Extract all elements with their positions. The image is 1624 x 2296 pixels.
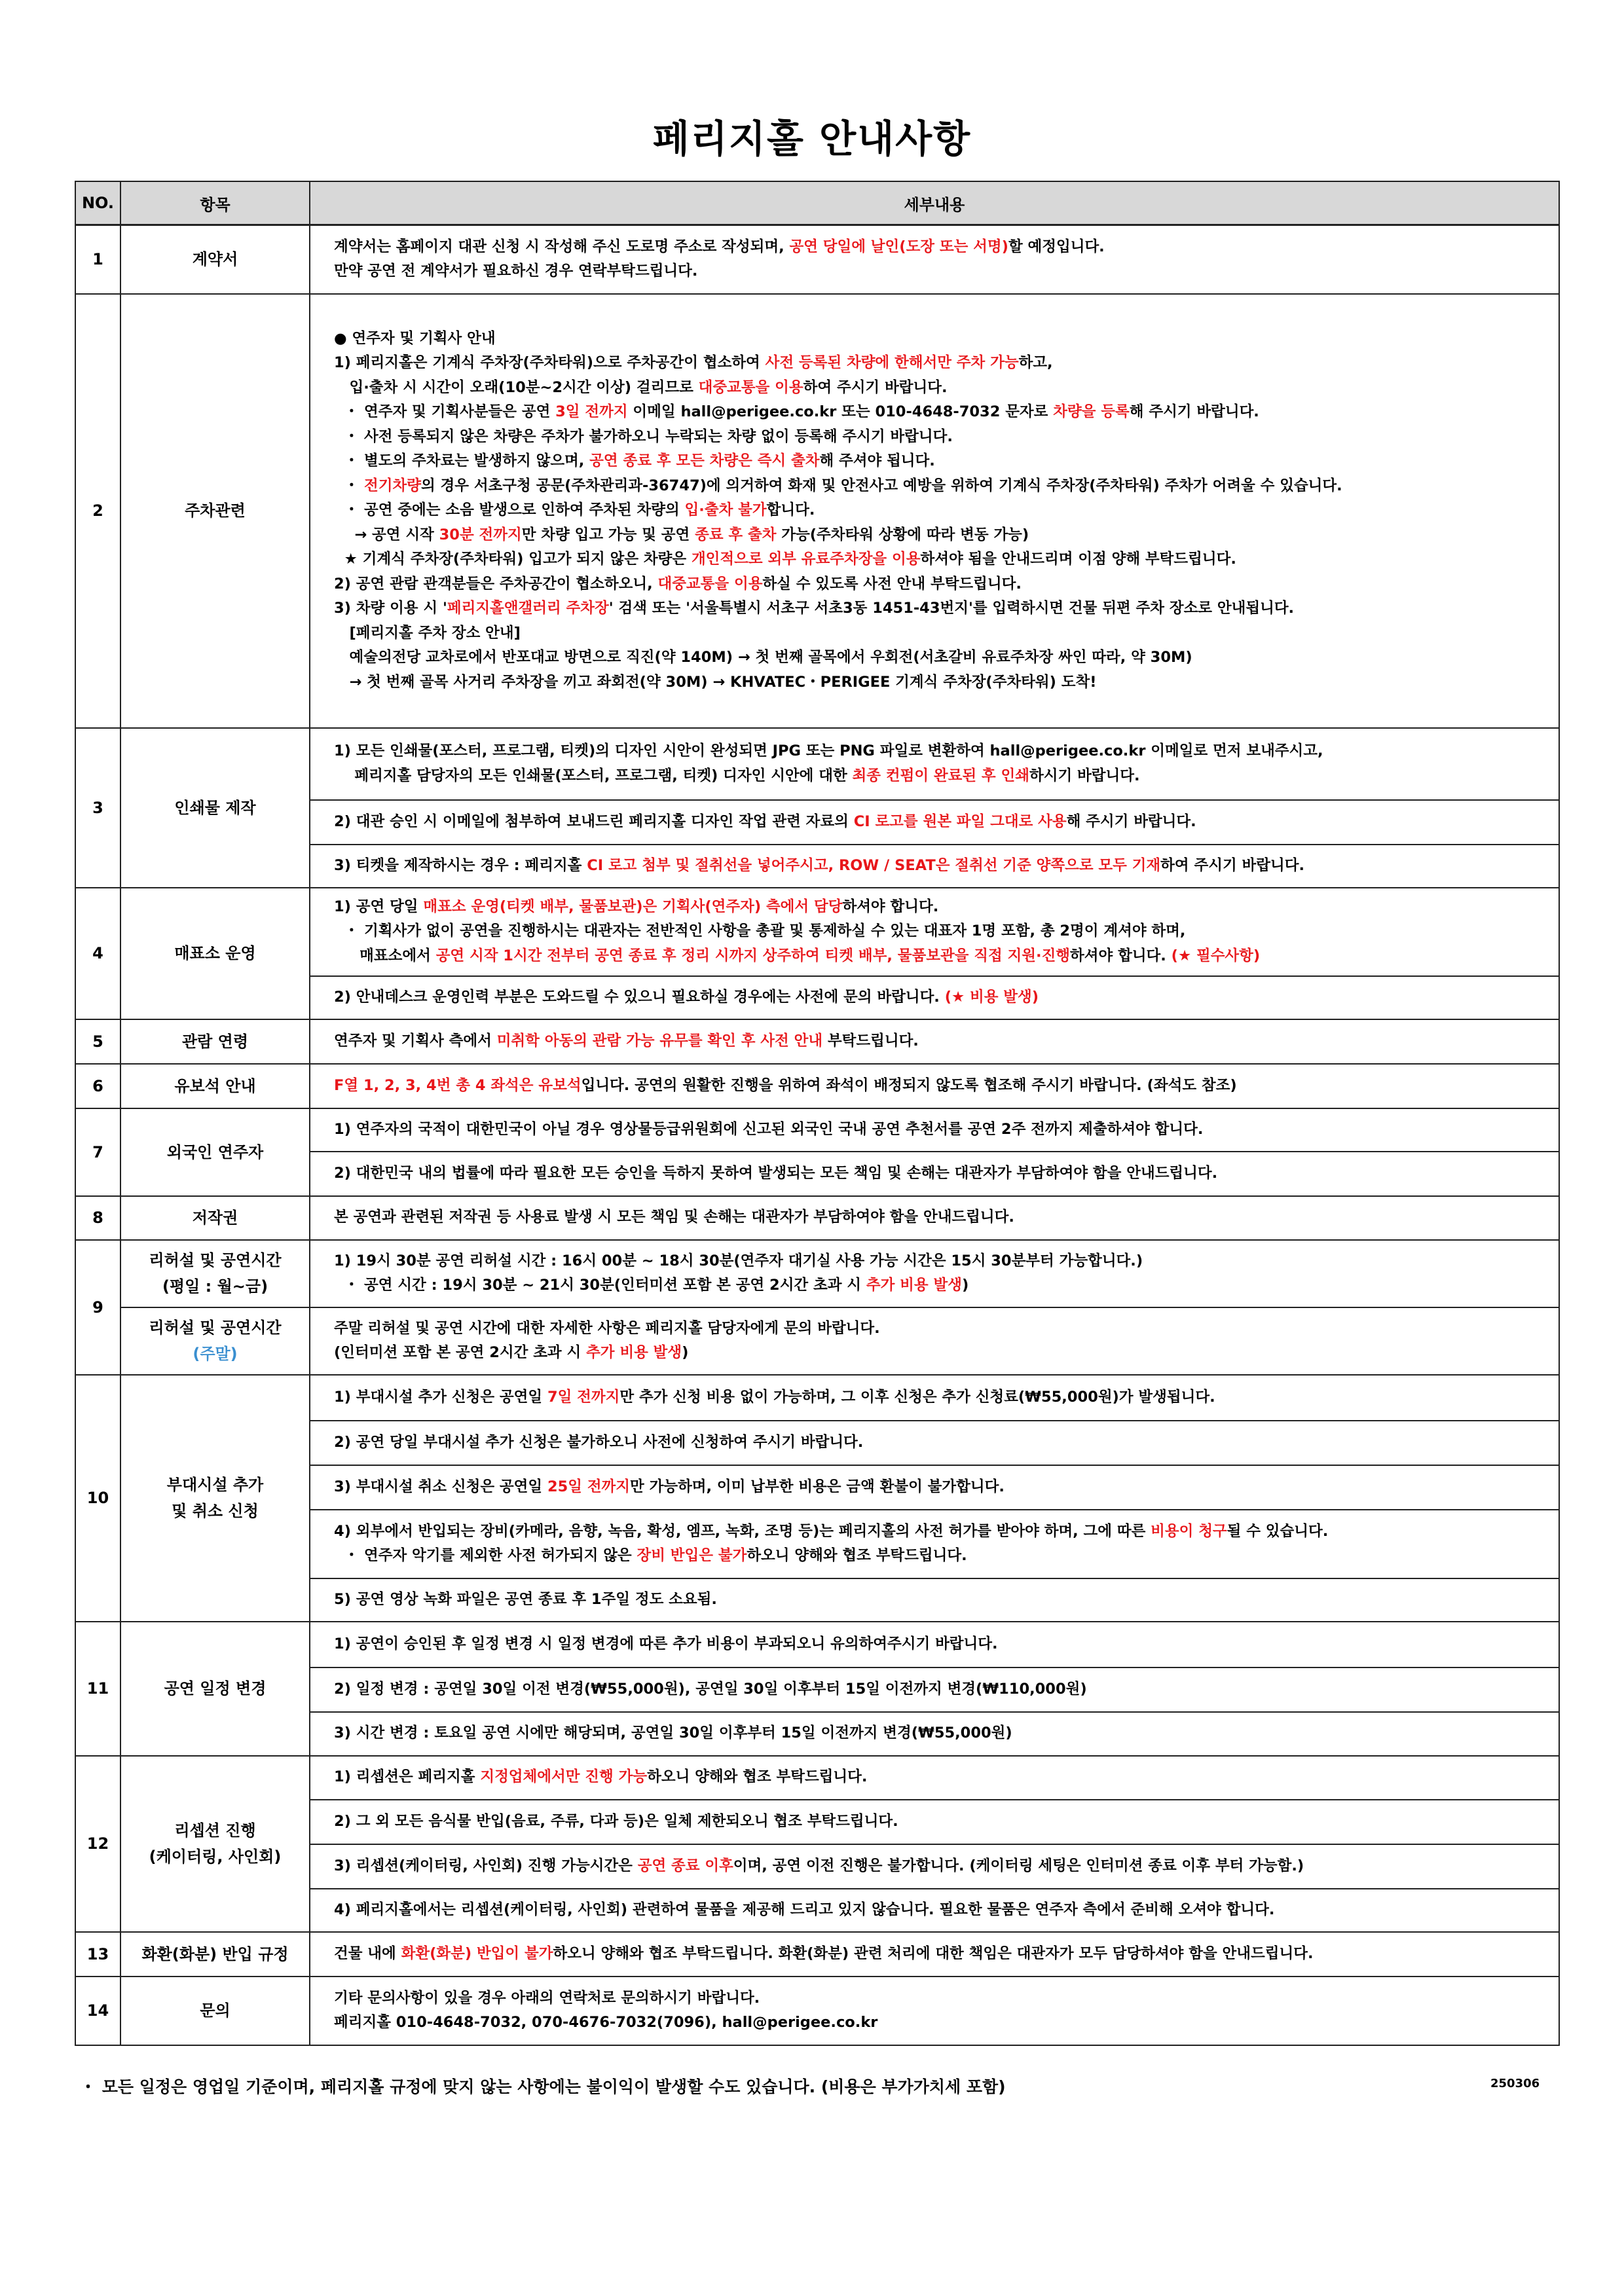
- row-detail: [310, 888, 1559, 976]
- detail-line: [334, 1854, 1559, 1879]
- highlight-text: 입·출차 불가: [684, 501, 767, 519]
- row-item-label: 부대시설 추가: [166, 1476, 264, 1494]
- row-item-label: 화환(화분) 반입 규정: [141, 1944, 289, 1963]
- row-item-label: 인쇄물 제작: [174, 798, 256, 817]
- detail-line: [334, 1677, 1559, 1702]
- detail-text: 해 주시기 바랍니다.: [1129, 403, 1259, 421]
- row-item-label: (평일 : 월~금): [162, 1277, 268, 1296]
- row-detail: [310, 1196, 1559, 1240]
- highlight-text: (★ 비용 발생): [944, 988, 1039, 1006]
- detail-line: [334, 351, 1559, 376]
- detail-line: [334, 1810, 1559, 1834]
- detail-line: [334, 1544, 1559, 1569]
- row-item: [120, 1108, 310, 1196]
- highlight-text: 미취학 아동의 관람 가능 유무를 확인 후 사전 안내: [496, 1032, 823, 1049]
- detail-text: 하셔야 합니다.: [1070, 947, 1172, 964]
- highlight-text: 사전 등록된 차량에 한해서만 주차 가능: [765, 354, 1019, 372]
- row-item-label: 외국인 연주자: [166, 1142, 264, 1161]
- highlight-text: 대중교통을 이용: [657, 575, 763, 592]
- row-item: [120, 1932, 310, 1977]
- highlight-text: 공연 종료 후 모든 차량은 즉시 출차: [589, 452, 820, 470]
- row-item: [120, 1064, 310, 1108]
- row-detail: [310, 1375, 1559, 1421]
- detail-text: 2) 공연 관람 관객분들은 주차공간이 협소하오니,: [334, 575, 658, 592]
- detail-line: [334, 1385, 1559, 1410]
- detail-text: 페리지홀 010-4648-7032, 070-4676-7032(7096), hall@perigee.co.kr: [334, 2014, 878, 2031]
- detail-line: [334, 895, 1559, 920]
- detail-text: 2) 그 외 모든 음식물 반입(음료, 주류, 다과 등)은 일체 제한되오니 협조 부탁드립니다.: [334, 1812, 898, 1830]
- row-item-label: 계약서: [192, 250, 238, 269]
- highlight-text: F열 1, 2, 3, 4번 총 4 좌석은 유보석: [334, 1076, 581, 1094]
- row-detail: [310, 1889, 1559, 1932]
- row-detail: [310, 845, 1559, 888]
- highlight-text: 개인적으로 외부 유료주차장을 이용: [691, 551, 921, 568]
- row-item-label: 리허설 및 공연시간: [149, 1251, 282, 1269]
- row-detail: [310, 1307, 1559, 1375]
- detail-text: 입니다. 공연의 원활한 진행을 위하여 좌석이 배정되지 않도록 협조해 주시기 바랍니다. (좌석도 참조): [581, 1076, 1237, 1094]
- highlight-text: (★ 필수사항): [1171, 947, 1261, 964]
- detail-text: 주말 리허설 및 공연 시간에 대한 자세한 사항은 페리지홀 담당자에게 문의 바랍니다.: [334, 1319, 880, 1337]
- row-detail: [310, 1756, 1559, 1800]
- detail-text: 4) 외부에서 반입되는 장비(카메라, 음향, 녹음, 확성, 엠프, 녹화, 조명 등)는 페리지홀의 사전 허가를 받아야 하며, 그에 따른: [334, 1522, 1151, 1540]
- detail-text: 3) 티켓을 제작하시는 경우 : 페리지홀: [334, 856, 587, 874]
- highlight-text: 7일 전까지: [547, 1388, 620, 1406]
- detail-line: [334, 596, 1559, 621]
- detail-line: [334, 621, 1559, 646]
- table-row: [75, 1932, 1559, 1977]
- detail-text: 1) 리셉션은 페리지홀: [334, 1768, 481, 1786]
- detail-text: 이메일 hall@perigee.co.kr 또는 010-4648-7032 문자로: [627, 403, 1054, 421]
- detail-text: ・ 연주자 및 기획사분들은 공연: [334, 403, 556, 421]
- row-item: [120, 1307, 310, 1375]
- detail-text: ・ 공연 중에는 소음 발생으로 인하여 주차된 차량의: [334, 501, 685, 519]
- row-number: 14: [75, 1977, 120, 2045]
- header-item: 항목: [120, 181, 310, 225]
- row-item-label: 주차관련: [185, 501, 246, 520]
- detail-line: [334, 1986, 1559, 2011]
- row-detail: [310, 1152, 1559, 1196]
- row-detail: [310, 1240, 1559, 1307]
- detail-text: 만 가능하며, 이미 납부한 비용은 금액 환불이 불가합니다.: [630, 1478, 1005, 1495]
- detail-text: 기타 문의사항이 있을 경우 아래의 연락처로 문의하시기 바랍니다.: [334, 1989, 760, 2007]
- detail-line: [334, 474, 1559, 499]
- detail-text: 건물 내에: [334, 1944, 401, 1962]
- row-item-label: 문의: [200, 2001, 231, 2020]
- highlight-text: 지정업체에서만 진행 가능: [480, 1768, 648, 1786]
- row-detail: [310, 1977, 1559, 2045]
- row-number: 8: [75, 1196, 120, 1240]
- detail-text: → 공연 시작: [334, 526, 439, 543]
- detail-line: [334, 449, 1559, 474]
- row-item: [120, 1756, 310, 1932]
- row-detail: [310, 1421, 1559, 1465]
- row-number: 6: [75, 1064, 120, 1108]
- table-row: [75, 1307, 1559, 1375]
- detail-text: 하여 주시기 바랍니다.: [803, 378, 948, 396]
- row-item: [120, 1622, 310, 1756]
- detail-text: 2) 공연 당일 부대시설 추가 신청은 불가하오니 사전에 신청하여 주시기 바랍니다.: [334, 1433, 864, 1451]
- detail-text: 1) 공연이 승인된 후 일정 변경 시 일정 변경에 따른 추가 비용이 부과되오니 유의하여주시기 바랍니다.: [334, 1635, 998, 1652]
- row-detail: [310, 800, 1559, 845]
- table-row: [75, 1019, 1559, 1064]
- row-item-label: (케이터링, 사인회): [149, 1848, 282, 1866]
- row-number: 13: [75, 1932, 120, 1977]
- detail-text: → 첫 번째 골목 사거리 주차장을 끼고 좌회전(약 30M) → KHVATEC・PERIGEE 기계식 주차장(주차타워) 도착!: [334, 673, 1097, 691]
- row-item-label: 및 취소 신청: [172, 1502, 259, 1520]
- row-detail: [310, 1844, 1559, 1889]
- detail-text: 하시기 바랍니다.: [1029, 767, 1140, 784]
- highlight-text: 비용이 청구: [1151, 1522, 1227, 1540]
- detail-text: ・ 별도의 주차료는 발생하지 않으며,: [334, 452, 590, 470]
- detail-line: [334, 1765, 1559, 1790]
- detail-text: 2) 대관 승인 시 이메일에 첨부하여 보내드린 페리지홀 디자인 작업 관련 자료의: [334, 812, 854, 830]
- detail-text: ): [961, 1277, 969, 1294]
- detail-text: ・ 기획사가 없이 공연을 진행하시는 대관자는 전반적인 사항을 총괄 및 통제하실 수 있는 대표자 1명 포함, 총 2명이 계셔야 하며,: [334, 922, 1186, 940]
- highlight-text: 공연 당일에 날인(도장 또는 서명): [789, 238, 1008, 255]
- detail-text: [페리지홀 주차 장소 안내]: [334, 624, 521, 642]
- detail-line: [334, 1632, 1559, 1657]
- highlight-text: 전기차량: [364, 477, 421, 494]
- detail-line: [334, 1317, 1559, 1341]
- detail-text: ・ 사전 등록되지 않은 차량은 주차가 불가하오니 누락되는 차량 없이 등록해 주시기 바랍니다.: [334, 428, 953, 445]
- page-title: 페리지홀 안내사항: [652, 117, 972, 161]
- header-no: NO.: [75, 181, 120, 225]
- detail-line: [334, 572, 1559, 597]
- highlight-text: 공연 시작 1시간 전부터 공연 종료 후 정리 시까지 상주하여 티켓 배부, 물품보관을 직접 지원·진행: [435, 947, 1071, 964]
- highlight-text: CI 로고를 원본 파일 그대로 사용: [853, 812, 1067, 830]
- row-detail: [310, 294, 1559, 728]
- table-row: [75, 1108, 1559, 1152]
- table-row: [75, 294, 1559, 728]
- detail-text: 하오니 양해와 협조 부탁드립니다.: [647, 1768, 868, 1786]
- detail-text: 1) 연주자의 국적이 대한민국이 아닐 경우 영상물등급위원회에 신고된 외국인 국내 공연 추천서를 공연 2주 전까지 제출하셔야 합니다.: [334, 1120, 1204, 1138]
- highlight-text: 페리지홀앤갤러리 주차장: [447, 600, 609, 617]
- table-row: [75, 1064, 1559, 1108]
- detail-text: 할 예정입니다.: [1008, 238, 1105, 255]
- detail-line: [334, 1273, 1559, 1298]
- detail-text: ・ 연주자 악기를 제외한 사전 허가되지 않은: [334, 1547, 637, 1564]
- detail-text: 5) 공연 영상 녹화 파일은 공연 종료 후 1주일 정도 소요됨.: [334, 1590, 717, 1608]
- detail-text: 페리지홀 담당자의 모든 인쇄물(포스터, 프로그램, 티켓) 디자인 시안에 대한: [334, 767, 853, 784]
- detail-line: [334, 1430, 1559, 1455]
- row-number: 2: [75, 294, 120, 728]
- table-row: [75, 1240, 1559, 1307]
- row-item-label: 리허설 및 공연시간: [149, 1319, 282, 1337]
- highlight-text: 장비 반입은 불가: [637, 1547, 747, 1564]
- detail-line: [334, 425, 1559, 450]
- detail-text: 1) 페리지홀은 기계식 주차장(주차타워)으로 주차공간이 협소하여: [334, 354, 766, 372]
- detail-text: 해 주시기 바랍니다.: [1066, 812, 1196, 830]
- detail-line: [334, 259, 1559, 284]
- table-body: [75, 225, 1559, 2045]
- detail-line: [334, 919, 1559, 944]
- detail-line: [334, 1205, 1559, 1230]
- row-item-label: 관람 연령: [181, 1032, 249, 1051]
- detail-text: 하여 주시기 바랍니다.: [1160, 856, 1305, 874]
- table-row: [75, 225, 1559, 294]
- detail-line: [334, 1341, 1559, 1366]
- row-item: [120, 728, 310, 888]
- detail-text: ● 연주자 및 기획사 안내: [334, 329, 496, 347]
- row-detail: [310, 1108, 1559, 1152]
- row-detail: [310, 1064, 1559, 1108]
- detail-line: [334, 764, 1559, 789]
- detail-text: 부탁드립니다.: [822, 1032, 919, 1049]
- detail-text: ・ 공연 시간 : 19시 30분 ~ 21시 30분(인터미션 포함 본 공연 2시간 초과 시: [334, 1277, 866, 1294]
- highlight-text: 최종 컨펌이 완료된 후 인쇄: [852, 767, 1029, 784]
- row-number: 9: [75, 1240, 120, 1375]
- detail-line: [334, 498, 1559, 523]
- highlight-text: CI 로고 첨부 및 절취선을 넣어주시고, ROW / SEAT은 절취선 기준 양쪽으로 모두 기재: [587, 856, 1161, 874]
- highlight-text: 25일 전까지: [547, 1478, 631, 1495]
- detail-line: [334, 235, 1559, 260]
- row-number: 7: [75, 1108, 120, 1196]
- detail-line: [334, 1721, 1559, 1746]
- detail-line: [334, 547, 1559, 572]
- detail-text: 연주자 및 기획사 측에서: [334, 1032, 497, 1049]
- row-item: [120, 1019, 310, 1064]
- row-detail: [310, 728, 1559, 800]
- detail-text: 1) 19시 30분 공연 리허설 시간 : 16시 00분 ~ 18시 30분(연주자 대기실 사용 가능 시간은 15시 30분부터 가능합니다.): [334, 1252, 1143, 1269]
- highlight-text: 30분 전까지: [439, 526, 522, 543]
- table-row: [75, 1756, 1559, 1800]
- row-detail: [310, 1932, 1559, 1977]
- row-item-label: 리셉션 진행: [174, 1821, 256, 1840]
- detail-text: 3) 차량 이용 시 ': [334, 600, 447, 617]
- detail-text: 1) 공연 당일: [334, 898, 424, 915]
- detail-text: 1) 모든 인쇄물(포스터, 프로그램, 티켓)의 디자인 시안이 완성되면 JPG 또는 PNG 파일로 변환하여 hall@perigee.co.kr 이메일로 먼저 보내주시고,: [334, 742, 1323, 759]
- row-detail: [310, 1622, 1559, 1667]
- document-code: 250306: [1490, 2077, 1540, 2090]
- row-detail: [310, 1578, 1559, 1622]
- row-detail: [310, 1800, 1559, 1844]
- detail-text: ・: [334, 477, 364, 494]
- table-header-row: [75, 181, 1559, 225]
- table-row: [75, 888, 1559, 976]
- row-item: [120, 225, 310, 294]
- row-item: [120, 1977, 310, 2045]
- detail-text: 해 주셔야 됩니다.: [819, 452, 935, 470]
- row-item-label: 유보석 안내: [174, 1076, 256, 1095]
- detail-line: [334, 1942, 1559, 1967]
- detail-line: [334, 376, 1559, 401]
- row-number: 5: [75, 1019, 120, 1064]
- row-item-label: (주말): [193, 1345, 238, 1363]
- detail-text: 2) 대한민국 내의 법률에 따라 필요한 모든 승인을 득하지 못하여 발생되는 모든 책임 및 손해는 대관자가 부담하여야 함을 안내드립니다.: [334, 1164, 1218, 1182]
- detail-line: [334, 1475, 1559, 1500]
- detail-line: [334, 1249, 1559, 1274]
- detail-text: 매표소에서: [334, 947, 436, 964]
- detail-line: [334, 646, 1559, 670]
- detail-text: 될 수 있습니다.: [1227, 1522, 1329, 1540]
- row-item: [120, 1240, 310, 1307]
- row-number: 12: [75, 1756, 120, 1932]
- detail-text: 하셔야 됨을 안내드리며 이점 양해 부탁드립니다.: [920, 551, 1236, 568]
- header-detail: 세부내용: [310, 181, 1559, 225]
- detail-line: [334, 523, 1559, 548]
- detail-text: (인터미션 포함 본 공연 2시간 초과 시: [334, 1344, 587, 1361]
- detail-line: [334, 1520, 1559, 1544]
- detail-text: 입·출차 시 시간이 오래(10분~2시간 이상) 걸리므로: [334, 378, 699, 396]
- detail-text: 만약 공연 전 계약서가 필요하신 경우 연락부탁드립니다.: [334, 263, 698, 280]
- table-row: [75, 1375, 1559, 1421]
- detail-line: [334, 1074, 1559, 1099]
- detail-text: 하오니 양해와 협조 부탁드립니다.: [747, 1547, 967, 1564]
- row-detail: [310, 1465, 1559, 1510]
- row-item-label: 매표소 운영: [174, 944, 256, 962]
- highlight-text: 대중교통을 이용: [698, 378, 803, 396]
- detail-line: [334, 810, 1559, 835]
- detail-text: 하셔야 합니다.: [842, 898, 939, 915]
- detail-line: [334, 1161, 1559, 1186]
- detail-text: 3) 부대시설 취소 신청은 공연일: [334, 1478, 547, 1495]
- table-row: [75, 728, 1559, 800]
- detail-line: [334, 400, 1559, 425]
- row-detail: [310, 225, 1559, 294]
- notice-table: [75, 181, 1560, 2046]
- row-item-label: 저작권: [192, 1209, 238, 1227]
- detail-text: 2) 일정 변경 : 공연일 30일 이전 변경(₩55,000원), 공연일 30일 이후부터 15일 이전까지 변경(₩110,000원): [334, 1680, 1087, 1698]
- detail-line: [334, 985, 1559, 1010]
- row-detail: [310, 1510, 1559, 1578]
- table-row: [75, 1196, 1559, 1240]
- highlight-text: 공연 종료 이후: [637, 1857, 733, 1874]
- detail-line: [334, 854, 1559, 879]
- detail-line: [334, 1588, 1559, 1613]
- row-detail: [310, 1667, 1559, 1712]
- detail-text: 가능(주차타워 상황에 따라 변동 가능): [776, 526, 1029, 543]
- row-detail: [310, 1019, 1559, 1064]
- detail-text: ' 검색 또는 '서울특별시 서초구 서초3동 1451-43번지'를 입력하시면 건물 뒤편 주차 장소로 안내됩니다.: [608, 600, 1295, 617]
- detail-text: 3) 리셉션(케이터링, 사인회) 진행 가능시간은: [334, 1857, 638, 1874]
- detail-text: ): [682, 1344, 689, 1361]
- detail-text: ★ 기계식 주차장(주차타워) 입고가 되지 않은 차량은: [334, 551, 692, 568]
- row-detail: [310, 976, 1559, 1019]
- detail-text: 이며, 공연 이전 진행은 불가합니다. (케이터링 세팅은 인터미션 종료 이후 부터 가능함.): [733, 1857, 1304, 1874]
- detail-text: 하고,: [1018, 354, 1053, 372]
- highlight-text: 추가 비용 발생: [586, 1344, 682, 1361]
- detail-line: [334, 327, 1559, 352]
- detail-text: 합니다.: [766, 501, 815, 519]
- detail-text: 하오니 양해와 협조 부탁드립니다. 화환(화분) 관련 처리에 대한 책임은 대관자가 모두 담당하셔야 함을 안내드립니다.: [553, 1944, 1314, 1962]
- detail-text: 하실 수 있도록 사전 안내 부탁드립니다.: [762, 575, 1022, 592]
- detail-line: [334, 944, 1559, 969]
- detail-text: 3) 시간 변경 : 토요일 공연 시에만 해당되며, 공연일 30일 이후부터 15일 이전까지 변경(₩55,000원): [334, 1724, 1012, 1742]
- row-detail: [310, 1712, 1559, 1756]
- highlight-text: 화환(화분) 반입이 불가: [401, 1944, 553, 1962]
- detail-line: [334, 1118, 1559, 1142]
- highlight-text: 차량을 등록: [1053, 403, 1130, 421]
- row-item: [120, 888, 310, 1019]
- detail-text: 계약서는 홈페이지 대관 신청 시 작성해 주신 도로명 주소로 작성되며,: [334, 238, 790, 255]
- detail-text: 의 경우 서초구청 공문(주차관리과-36747)에 의거하여 화재 및 안전사고 예방을 위하여 기계식 주차장(주차타워) 주차가 어려울 수 있습니다.: [420, 477, 1342, 494]
- detail-line: [334, 670, 1559, 695]
- row-number: 1: [75, 225, 120, 294]
- highlight-text: 매표소 운영(티켓 배부, 물품보관)은 기획사(연주자) 측에서 담당: [423, 898, 843, 915]
- table-row: [75, 1622, 1559, 1667]
- row-number: 3: [75, 728, 120, 888]
- row-number: 11: [75, 1622, 120, 1756]
- highlight-text: 추가 비용 발생: [866, 1277, 962, 1294]
- detail-line: [334, 1898, 1559, 1923]
- detail-text: 1) 부대시설 추가 신청은 공연일: [334, 1388, 547, 1406]
- detail-text: 예술의전당 교차로에서 반포대교 방면으로 직진(약 140M) → 첫 번째 골목에서 우회전(서초갈비 유료주차장 싸인 따라, 약 30M): [334, 649, 1192, 666]
- detail-text: 2) 안내데스크 운영인력 부분은 도와드릴 수 있으니 필요하실 경우에는 사전에 문의 바랍니다.: [334, 988, 945, 1006]
- footer-note: ・ 모든 일정은 영업일 기준이며, 페리지홀 규정에 맞지 않는 사항에는 불이익이 발생할 수도 있습니다. (비용은 부가가치세 포함): [80, 2077, 1006, 2096]
- row-item: [120, 1196, 310, 1240]
- detail-text: 4) 페리지홀에서는 리셉션(케이터링, 사인회) 관련하여 물품을 제공해 드리고 있지 않습니다. 필요한 물품은 연주자 측에서 준비해 오셔야 합니다.: [334, 1901, 1275, 1918]
- row-number: 10: [75, 1375, 120, 1622]
- row-item: [120, 1375, 310, 1622]
- detail-line: [334, 739, 1559, 764]
- highlight-text: 종료 후 출차: [695, 526, 777, 543]
- table-row: [75, 1977, 1559, 2045]
- detail-line: [334, 1029, 1559, 1054]
- detail-text: 만 추가 신청 비용 없이 가능하며, 그 이후 신청은 추가 신청료(₩55,000원)가 발생됩니다.: [619, 1388, 1215, 1406]
- detail-text: 본 공연과 관련된 저작권 등 사용료 발생 시 모든 책임 및 손해는 대관자가 부담하여야 함을 안내드립니다.: [334, 1209, 1014, 1226]
- row-number: 4: [75, 888, 120, 1019]
- row-item: [120, 294, 310, 728]
- detail-text: 만 차량 입고 가능 및 공연: [521, 526, 695, 543]
- detail-line: [334, 2011, 1559, 2035]
- row-item-label: 공연 일정 변경: [164, 1679, 267, 1698]
- highlight-text: 3일 전까지: [555, 403, 628, 421]
